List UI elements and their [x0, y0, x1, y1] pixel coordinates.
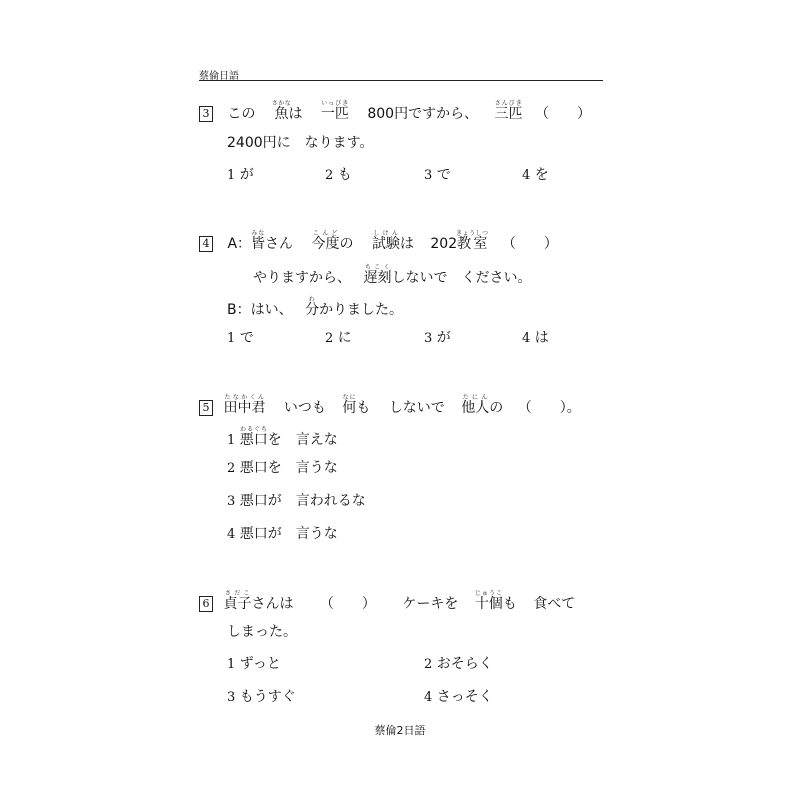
- q5-no: の: [489, 400, 504, 416]
- header-title: 蔡倫日語: [199, 71, 239, 82]
- q4-chikoku: 遅刻ちこく: [363, 264, 392, 286]
- q4-kondo: 今度こんど: [311, 230, 340, 252]
- q3-wa: は: [288, 106, 303, 122]
- q5-nani: 何なに: [342, 394, 357, 416]
- q6-tabete: 食べて: [533, 596, 576, 612]
- q4-option-1[interactable]: 1 で: [227, 330, 254, 346]
- q3-blank: （ ）: [534, 106, 591, 122]
- q5-shinaide: しないで: [388, 400, 445, 416]
- q5-option-3[interactable]: 3 悪口が 言われるな: [227, 493, 366, 509]
- q4-a-label: A：: [227, 236, 252, 252]
- page-footer: 蔡倫2日語: [374, 724, 426, 737]
- q6-number: 6: [199, 596, 213, 612]
- q4-wakarimashita: かりました。: [319, 302, 404, 318]
- q5-number: 5: [199, 400, 213, 416]
- q3-sakana: 魚さかな: [271, 100, 292, 122]
- q4-option-4[interactable]: 4 は: [522, 330, 549, 346]
- q4-shinaide: しないで ください。: [391, 270, 532, 286]
- q6-option-1[interactable]: 1 ずっと: [227, 656, 281, 672]
- q4-san: さん: [265, 236, 294, 252]
- q5-blank: （ ）。: [517, 400, 581, 416]
- q4-stem-line1: [199, 230, 558, 253]
- q3-number: 3: [199, 106, 213, 122]
- q3-sanbiki: 三匹さんびき: [494, 100, 523, 122]
- q6-option-3[interactable]: 3 もうすぐ: [227, 689, 296, 705]
- q4-room-number: 202: [430, 236, 458, 252]
- q5-stem: [199, 394, 581, 417]
- q6-stem-line2: しまった。: [227, 624, 297, 640]
- q4-number: 4: [199, 236, 213, 252]
- q6-option-2[interactable]: 2 おそらく: [424, 656, 493, 672]
- q6-sanwa: さんは: [251, 596, 294, 612]
- q3-ippiki: 一匹いっぴき: [320, 100, 349, 122]
- header-rule: [199, 80, 603, 81]
- q6-blank: （ ）: [319, 596, 376, 612]
- q5-tanakakun: 田中君たなかくん: [223, 394, 266, 416]
- q4-stem-line2: [253, 264, 531, 287]
- q4-wa: は: [399, 236, 414, 252]
- q4-b-label: B：はい、: [227, 302, 293, 318]
- q5-option-2[interactable]: 2 悪口を 言うな: [227, 460, 338, 476]
- q4-option-2[interactable]: 2 に: [325, 330, 352, 346]
- q3-stem-line1: [199, 100, 591, 123]
- q4-shiken: 試験しけん: [371, 230, 400, 252]
- q3-option-2[interactable]: 2 も: [325, 167, 352, 183]
- q5-mo: も: [356, 400, 371, 416]
- q5-tanin: 他人たにん: [461, 394, 490, 416]
- q4-stem-line3: [227, 296, 403, 319]
- q6-stem-line1: [199, 590, 575, 613]
- q6-sadako: 貞子さだこ: [223, 590, 252, 612]
- q3-option-3[interactable]: 3 で: [424, 167, 451, 183]
- q4-mina: 皆みな: [251, 230, 266, 252]
- q3-price: 800円ですから、: [367, 106, 479, 122]
- q5-option-4[interactable]: 4 悪口が 言うな: [227, 526, 338, 542]
- q3-option-4[interactable]: 4 を: [522, 167, 549, 183]
- q3-stem-line2: 2400円に なります。: [227, 135, 374, 151]
- q4-wakari: 分わ: [305, 296, 320, 318]
- q4-yarimasu: やりますから、: [253, 270, 351, 286]
- q6-jukko: 十個じゅうこ: [474, 590, 503, 612]
- q6-cake: ケーキを: [402, 596, 459, 612]
- q4-blank: （ ）: [501, 236, 558, 252]
- q3-kono: この: [227, 106, 256, 122]
- q4-kyoushitsu: 教室きょうしつ: [456, 230, 489, 252]
- q5-itsumo: いつも: [283, 400, 326, 416]
- q6-option-4[interactable]: 4 さっそく: [424, 689, 493, 705]
- q5-option-1[interactable]: 1 悪口わるぐちを 言えな: [227, 426, 338, 448]
- q4-no: の: [339, 236, 354, 252]
- q6-mo: も: [502, 596, 517, 612]
- q3-option-1[interactable]: 1 が: [227, 167, 254, 183]
- q4-option-3[interactable]: 3 が: [424, 330, 451, 346]
